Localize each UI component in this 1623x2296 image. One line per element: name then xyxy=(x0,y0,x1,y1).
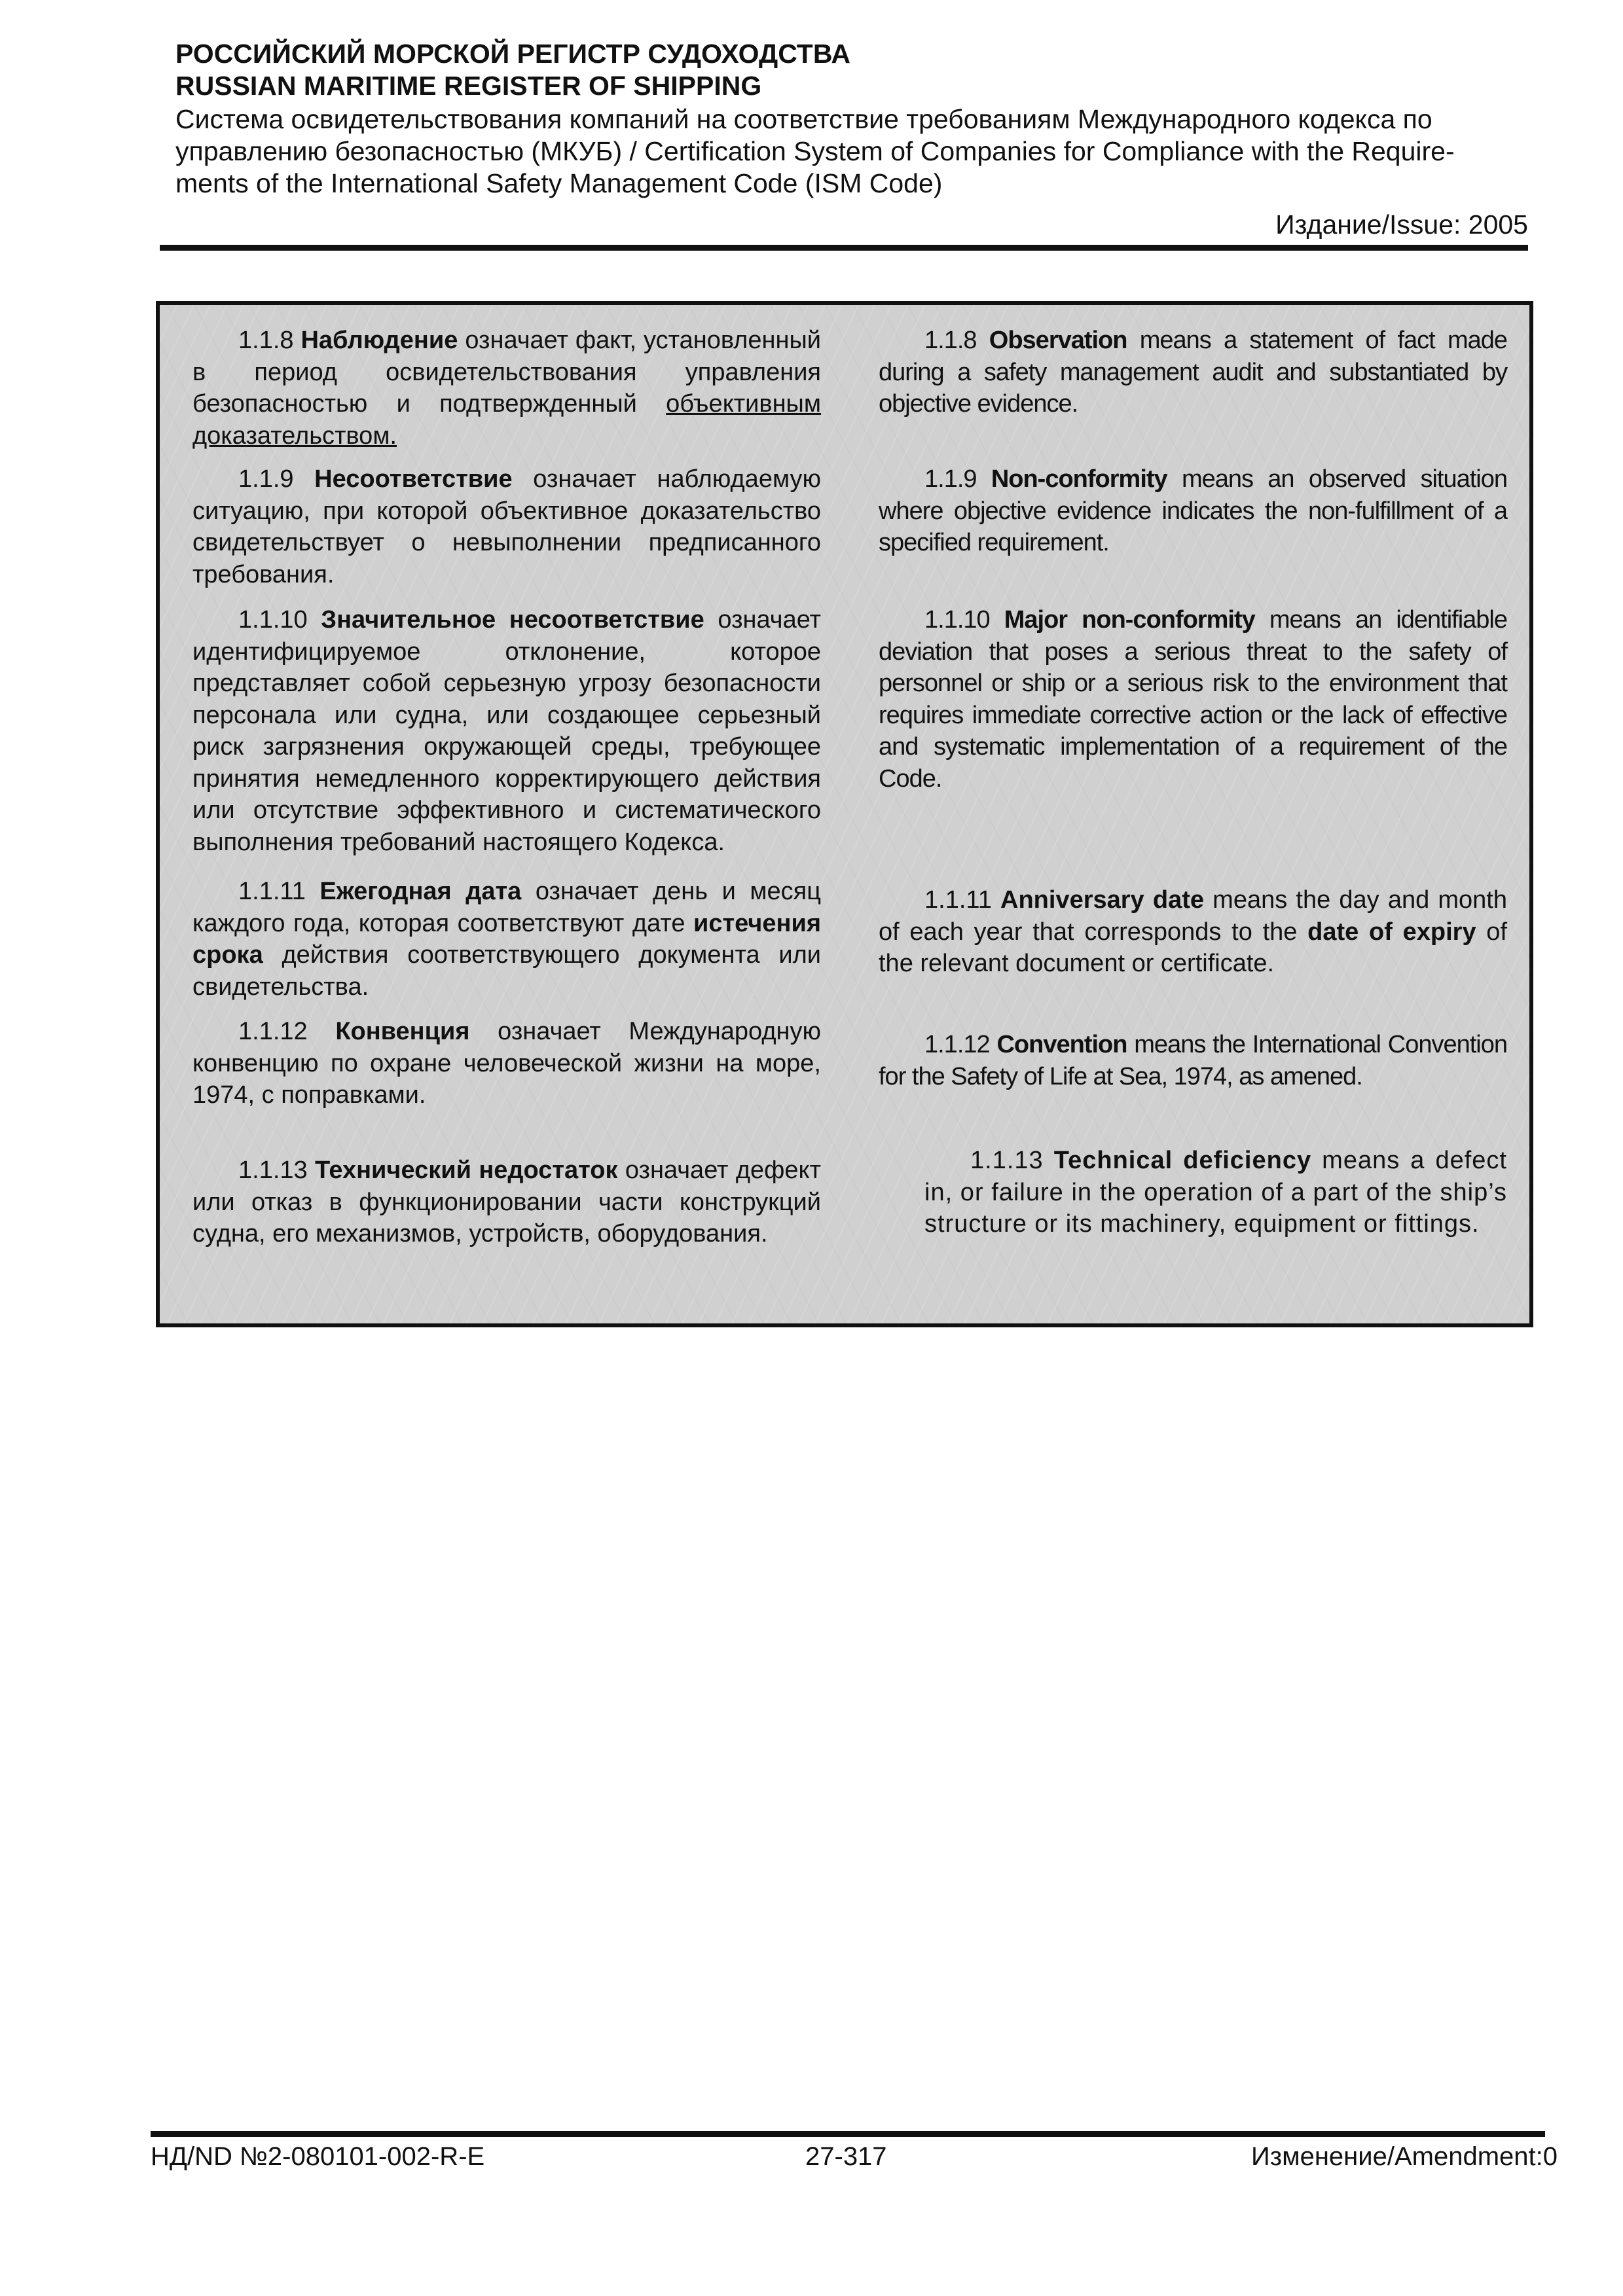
definition-text: означает факт, установленный в период освидетельствования управления безопасностью и подтвержденный xyxy=(192,327,821,418)
header-description xyxy=(175,103,1528,200)
clause-number: 1.1.12 xyxy=(924,1031,990,1058)
clause-number: 1.1.10 xyxy=(924,606,990,634)
defined-term: Technical deficiency xyxy=(1053,1147,1312,1174)
defined-term: Конвенция xyxy=(335,1018,470,1045)
clause-number: 1.1.9 xyxy=(924,465,977,493)
definition-en-1-1-12 xyxy=(879,1029,1507,1092)
footer-amendment: Изменение/Amendment:0 xyxy=(1251,2142,1558,2171)
definition-en-1-1-8 xyxy=(879,325,1507,420)
clause-number: 1.1.11 xyxy=(238,878,306,905)
definition-text: означает день и месяц каждого года, которая соответствуют дате xyxy=(192,878,821,937)
page-header xyxy=(175,38,1528,241)
definition-ru-1-1-10 xyxy=(192,604,821,858)
header-title-ru: РОССИЙСКИЙ МОРСКОЙ РЕГИСТР СУДОХОДСТВА xyxy=(175,39,851,69)
definition-en-1-1-13 xyxy=(924,1145,1507,1240)
definition-text: действия соответствующего документа или свидетельства. xyxy=(192,941,821,1001)
definition-text: of the relevant document or certificate. xyxy=(879,918,1508,977)
defined-term: Anniversary date xyxy=(1000,886,1204,914)
clause-number: 1.1.13 xyxy=(238,1157,308,1184)
definition-ru-1-1-8 xyxy=(192,325,821,452)
clause-number: 1.1.8 xyxy=(924,327,977,354)
defined-term: Ежегодная дата xyxy=(319,878,522,905)
header-description-line: управлению безопасностью (МКУБ) / Certification System of Companies for Compliance with the Require- xyxy=(175,136,1455,166)
definition-ru-1-1-9 xyxy=(192,463,821,590)
definition-ru-1-1-13 xyxy=(192,1155,821,1250)
definition-text: means an identifiable deviation that poses a serious threat to the safety of personnel or ship or a serious risk to the environment that requires immediate corrective action or the lack of effective and systematic implementation of a requirement of the Code. xyxy=(879,606,1508,793)
defined-term: Non-conformity xyxy=(991,465,1167,493)
definition-text: означает идентифицируемое отклонение, которое представляет собой серьезную угрозу безопасности персонала или судна, или создающее серьезный риск загрязнения окружающей среды, требующее принятия немедленного корректирующего действия или отсутствие эффективного и систематического выполнения требований настоящего Кодекса. xyxy=(192,606,821,856)
definition-en-1-1-9 xyxy=(879,463,1507,559)
definition-text: means an observed situation where objective evidence indicates the non-fulfillment of a specified requirement. xyxy=(879,465,1507,556)
clause-number: 1.1.12 xyxy=(238,1018,308,1045)
defined-term: истечения срока xyxy=(192,909,821,969)
definition-text: означает наблюдаемую ситуацию, при которой объективное доказательство свидетельствует о невыполнении предписанного требования. xyxy=(192,465,822,588)
clause-number: 1.1.11 xyxy=(924,886,992,914)
defined-term: Observation xyxy=(989,327,1127,354)
defined-term: Major non-conformity xyxy=(1004,606,1255,634)
clause-number: 1.1.9 xyxy=(238,465,294,493)
definition-ru-1-1-12 xyxy=(192,1016,821,1111)
defined-term: Технический недостаток xyxy=(315,1157,618,1184)
definition-text: означает Международную конвенцию по охране человеческой жизни на море, 1974, с поправками. xyxy=(192,1018,822,1109)
clause-number: 1.1.10 xyxy=(238,606,308,634)
footer-document-number: НД/ND №2-080101-002-R-E xyxy=(151,2142,485,2171)
defined-term: Convention xyxy=(996,1031,1127,1058)
header-description-line: ments of the International Safety Management Code (ISM Code) xyxy=(175,168,943,198)
definition-ru-1-1-11 xyxy=(192,876,821,1003)
definitions-panel xyxy=(156,301,1533,1327)
defined-term: Наблюдение xyxy=(301,327,458,354)
header-issue: Издание/Issue: 2005 xyxy=(1275,209,1528,240)
clause-number: 1.1.8 xyxy=(238,327,294,354)
defined-term: Несоответствие xyxy=(314,465,513,493)
definition-en-1-1-10 xyxy=(879,604,1507,795)
definition-text: means a defect in, or failure in the operation of a part of the ship’s structure or its machinery, equipment or fittings. xyxy=(924,1147,1507,1238)
header-divider xyxy=(160,245,1528,251)
definition-text: means the day and month of each year that corresponds to the xyxy=(879,886,1507,946)
definition-text: means a statement of fact made during a safety management audit and substantiated by objective evidence. xyxy=(879,327,1507,418)
defined-term: date of expiry xyxy=(1307,918,1476,946)
definition-en-1-1-11 xyxy=(879,884,1507,980)
definition-text: means the International Convention for the Safety of Life at Sea, 1974, as amened. xyxy=(879,1031,1507,1090)
definition-text: означает дефект или отказ в функционировании части конструкций судна, его механизмов, устройств, оборудования. xyxy=(192,1157,821,1247)
header-title-en: RUSSIAN MARITIME REGISTER OF SHIPPING xyxy=(175,71,762,101)
footer-page-number: 27-317 xyxy=(805,2142,887,2171)
header-description-line: Система освидетельствования компаний на соответствие требованиям Международного кодекса по xyxy=(175,104,1432,134)
defined-term: Значительное несоответствие xyxy=(321,606,704,634)
clause-number: 1.1.13 xyxy=(970,1147,1044,1174)
linked-term: объективным доказательством. xyxy=(192,390,821,450)
footer-divider xyxy=(151,2131,1545,2137)
